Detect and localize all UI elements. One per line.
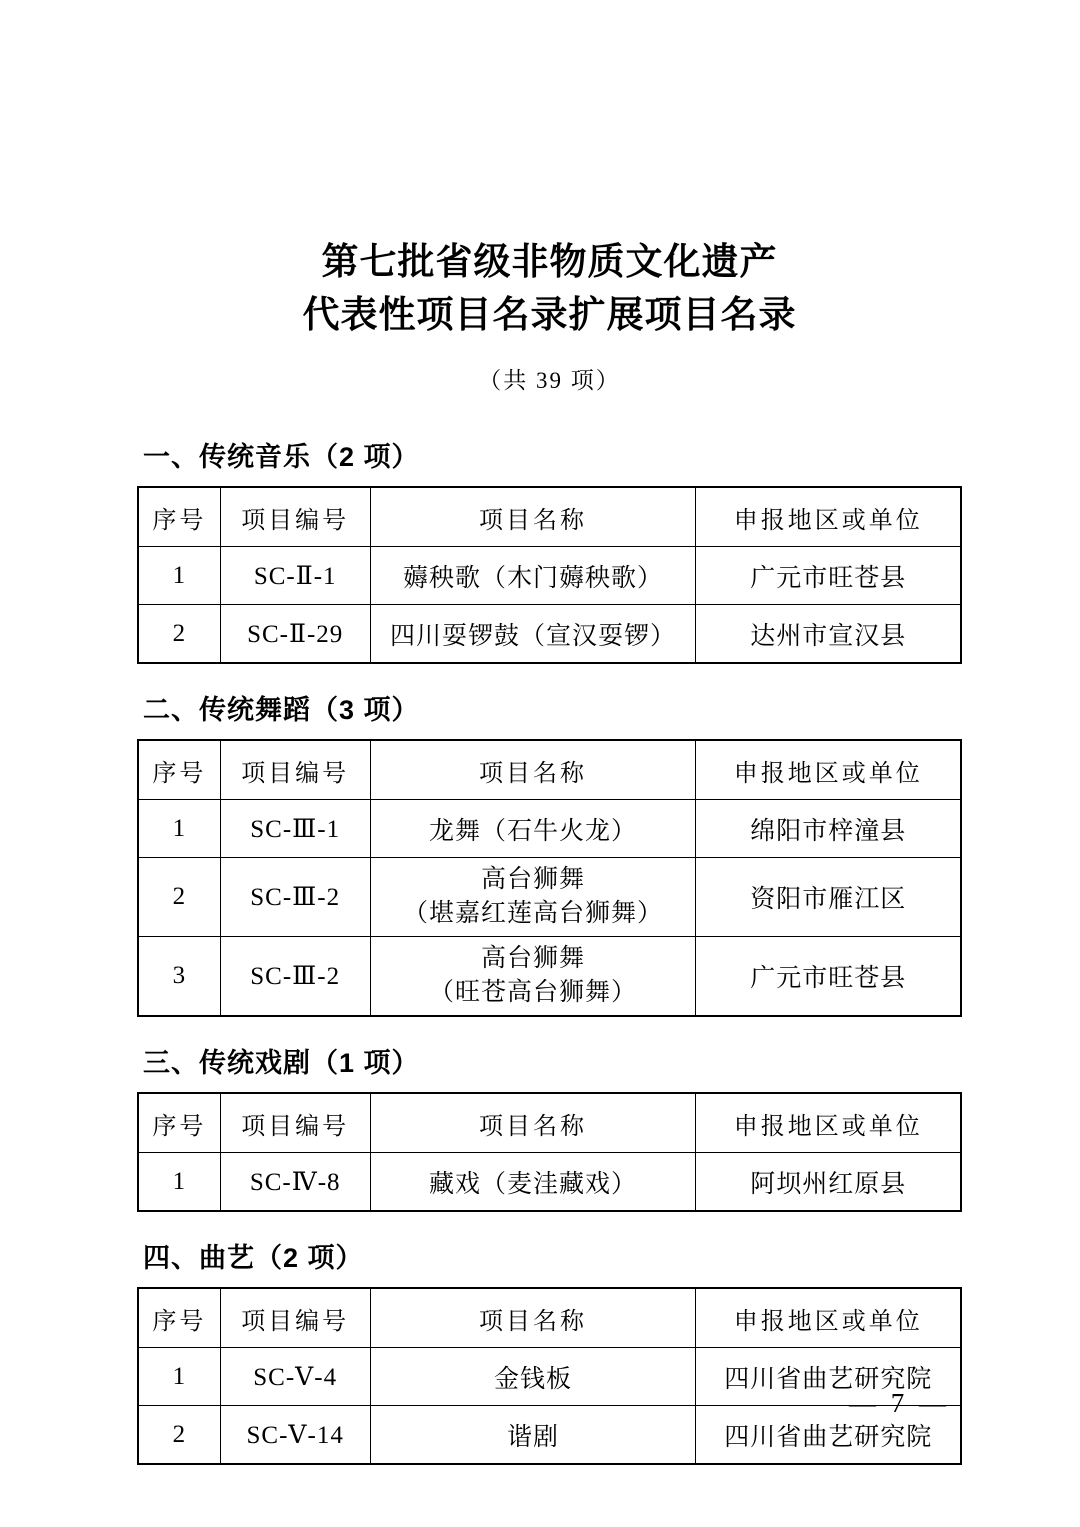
cell-name: 四川耍锣鼓（宣汉耍锣） [370,605,696,664]
title-line-2: 代表性项目名录扩展项目名录 [302,295,797,336]
cell-region: 资阳市雁江区 [696,858,961,937]
cell-code: SC-Ⅴ-4 [220,1348,370,1406]
table-row [138,858,961,937]
cell-serial: 1 [138,1348,220,1406]
cell-code: SC-Ⅲ-2 [220,858,370,937]
column-header-serial: 序号 [138,487,220,547]
cell-serial: 1 [138,547,220,605]
table-traditional-dance [137,739,962,1017]
cell-name [370,858,696,937]
cell-serial: 1 [138,1153,220,1212]
cell-name: 藏戏（麦洼藏戏） [370,1153,696,1212]
table-row [138,547,961,605]
column-header-region: 申报地区或单位 [696,1093,961,1153]
table-row [138,937,961,1017]
document-title [137,236,962,342]
column-header-code: 项目编号 [220,487,370,547]
section-heading-traditional-music: 一、传统音乐（2 项） [143,442,420,472]
cell-code: SC-Ⅳ-8 [220,1153,370,1212]
cell-name: 薅秧歌（木门薅秧歌） [370,547,696,605]
table-row [138,800,961,858]
cell-name: 金钱板 [370,1348,696,1406]
total-count-subtitle: （共 39 项） [478,368,621,393]
column-header-code: 项目编号 [220,1288,370,1348]
page-number: — 7 — [849,1388,950,1418]
cell-code: SC-Ⅱ-1 [220,547,370,605]
table-quyi [137,1287,962,1465]
section-heading-traditional-drama: 三、传统戏剧（1 项） [143,1048,420,1078]
column-header-serial: 序号 [138,1288,220,1348]
table-row [138,605,961,664]
section-heading-quyi: 四、曲艺（2 项） [143,1243,364,1273]
cell-region: 达州市宣汉县 [696,605,961,664]
column-header-name: 项目名称 [370,740,696,800]
column-header-region: 申报地区或单位 [696,740,961,800]
table-header-row [138,740,961,800]
column-header-name: 项目名称 [370,487,696,547]
cell-code: SC-Ⅴ-14 [220,1406,370,1465]
column-header-region: 申报地区或单位 [696,487,961,547]
table-row [138,1153,961,1212]
table-header-row [138,1288,961,1348]
table-traditional-music [137,486,962,664]
title-line-1: 第七批省级非物质文化遗产 [321,242,778,283]
table-traditional-drama [137,1092,962,1212]
column-header-code: 项目编号 [220,1093,370,1153]
name-line-1: 高台狮舞 [481,945,586,972]
table-row [138,1406,961,1465]
cell-serial: 1 [138,800,220,858]
column-header-serial: 序号 [138,1093,220,1153]
cell-serial: 3 [138,937,220,1017]
table-header-row [138,487,961,547]
cell-name [370,937,696,1017]
cell-region: 四川省曲艺研究院 [696,1348,961,1406]
cell-code: SC-Ⅲ-1 [220,800,370,858]
name-line-2: （堪嘉红莲高台狮舞） [403,900,664,927]
cell-region: 广元市旺苍县 [696,547,961,605]
cell-region: 广元市旺苍县 [696,937,961,1017]
name-line-1: 高台狮舞 [481,866,586,893]
cell-name: 龙舞（石牛火龙） [370,800,696,858]
cell-serial: 2 [138,858,220,937]
column-header-serial: 序号 [138,740,220,800]
column-header-name: 项目名称 [370,1093,696,1153]
table-header-row [138,1093,961,1153]
cell-name: 谐剧 [370,1406,696,1465]
cell-region: 绵阳市梓潼县 [696,800,961,858]
document-content [137,0,962,1465]
cell-region: 四川省曲艺研究院 [696,1406,961,1465]
cell-region: 阿坝州红原县 [696,1153,961,1212]
table-row [138,1348,961,1406]
cell-code: SC-Ⅲ-2 [220,937,370,1017]
cell-serial: 2 [138,1406,220,1465]
column-header-code: 项目编号 [220,740,370,800]
cell-serial: 2 [138,605,220,664]
section-heading-traditional-dance: 二、传统舞蹈（3 项） [143,695,420,725]
cell-code: SC-Ⅱ-29 [220,605,370,664]
column-header-region: 申报地区或单位 [696,1288,961,1348]
column-header-name: 项目名称 [370,1288,696,1348]
name-line-2: （旺苍高台狮舞） [429,979,638,1006]
